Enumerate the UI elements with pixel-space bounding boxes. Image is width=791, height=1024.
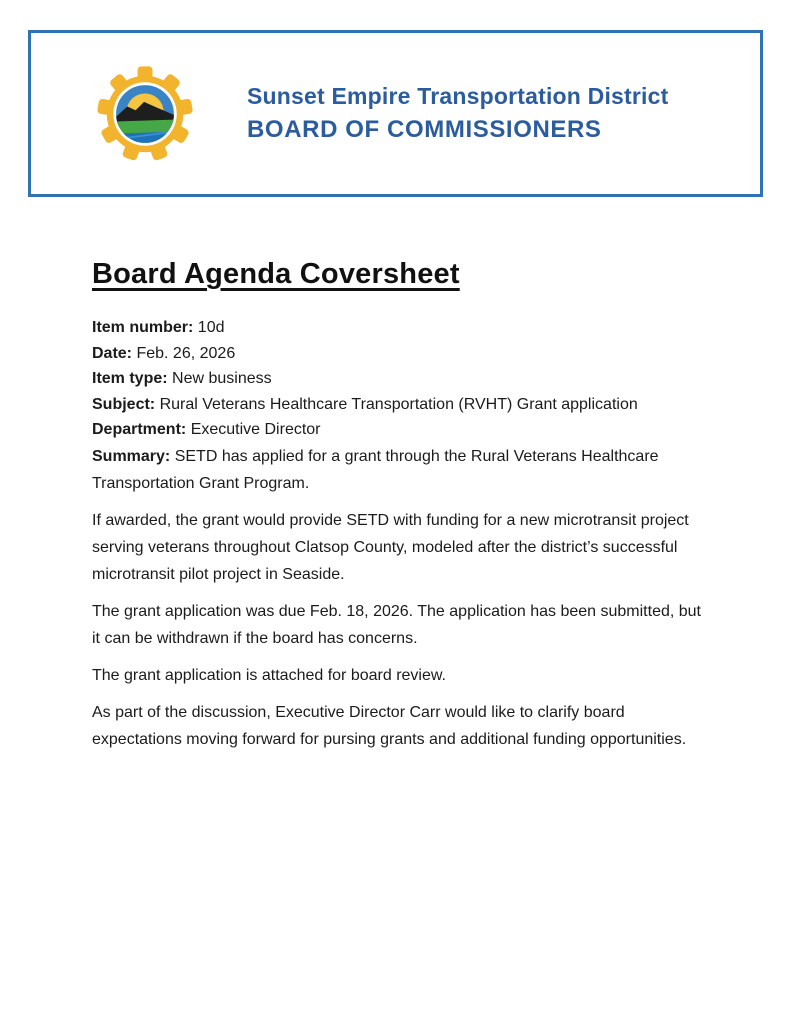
org-subtitle: BOARD OF COMMISSIONERS bbox=[247, 115, 602, 143]
meta-label: Department: bbox=[92, 421, 187, 438]
meta-label: Date: bbox=[92, 344, 133, 362]
org-name: Sunset Empire Transportation District bbox=[247, 83, 669, 110]
meta-label: Item number: bbox=[92, 319, 194, 336]
meta-item-type bbox=[92, 366, 706, 392]
letterhead-box bbox=[28, 30, 763, 197]
meta-subject bbox=[92, 392, 706, 418]
meta-value: Rural Veterans Healthcare Transportation (RVHT) Grant application bbox=[159, 395, 638, 413]
body-paragraph: The grant application was due Feb. 18, 2026. The application has been submitted, but it can be withdrawn if the board has concerns. bbox=[92, 602, 701, 647]
setd-gear-sunset-logo-icon bbox=[89, 58, 201, 170]
body-paragraph: As part of the discussion, Executive Director Carr would like to clarify board expectations moving forward for pursing grants and additional funding opportunities. bbox=[92, 703, 687, 748]
agenda-meta-list bbox=[92, 315, 706, 443]
gear-icon bbox=[97, 66, 193, 161]
meta-department bbox=[92, 417, 706, 443]
meta-value: 10d bbox=[197, 319, 225, 336]
meta-value: New business bbox=[172, 370, 272, 387]
meta-value: Executive Director bbox=[190, 421, 321, 438]
body-paragraph: The grant application is attached for board review. bbox=[92, 666, 446, 684]
page-title: Board Agenda Coversheet bbox=[92, 258, 460, 290]
document-body bbox=[92, 258, 706, 763]
meta-item-number bbox=[92, 315, 706, 341]
summary-label: Summary: bbox=[92, 447, 171, 465]
meta-label: Item type: bbox=[92, 370, 168, 387]
meta-date bbox=[92, 341, 706, 367]
summary-paragraph bbox=[92, 443, 706, 497]
summary-text: SETD has applied for a grant through the Rural Veterans Healthcare Transportation Grant Program. bbox=[92, 447, 659, 492]
meta-value: Feb. 26, 2026 bbox=[136, 344, 236, 362]
letterhead-titles bbox=[247, 81, 668, 145]
meta-label: Subject: bbox=[92, 395, 156, 413]
body-paragraph: If awarded, the grant would provide SETD with funding for a new microtransit project serving veterans throughout Clatsop County, modeled after the district’s successful microtransit pilot project in Seaside. bbox=[92, 511, 689, 583]
